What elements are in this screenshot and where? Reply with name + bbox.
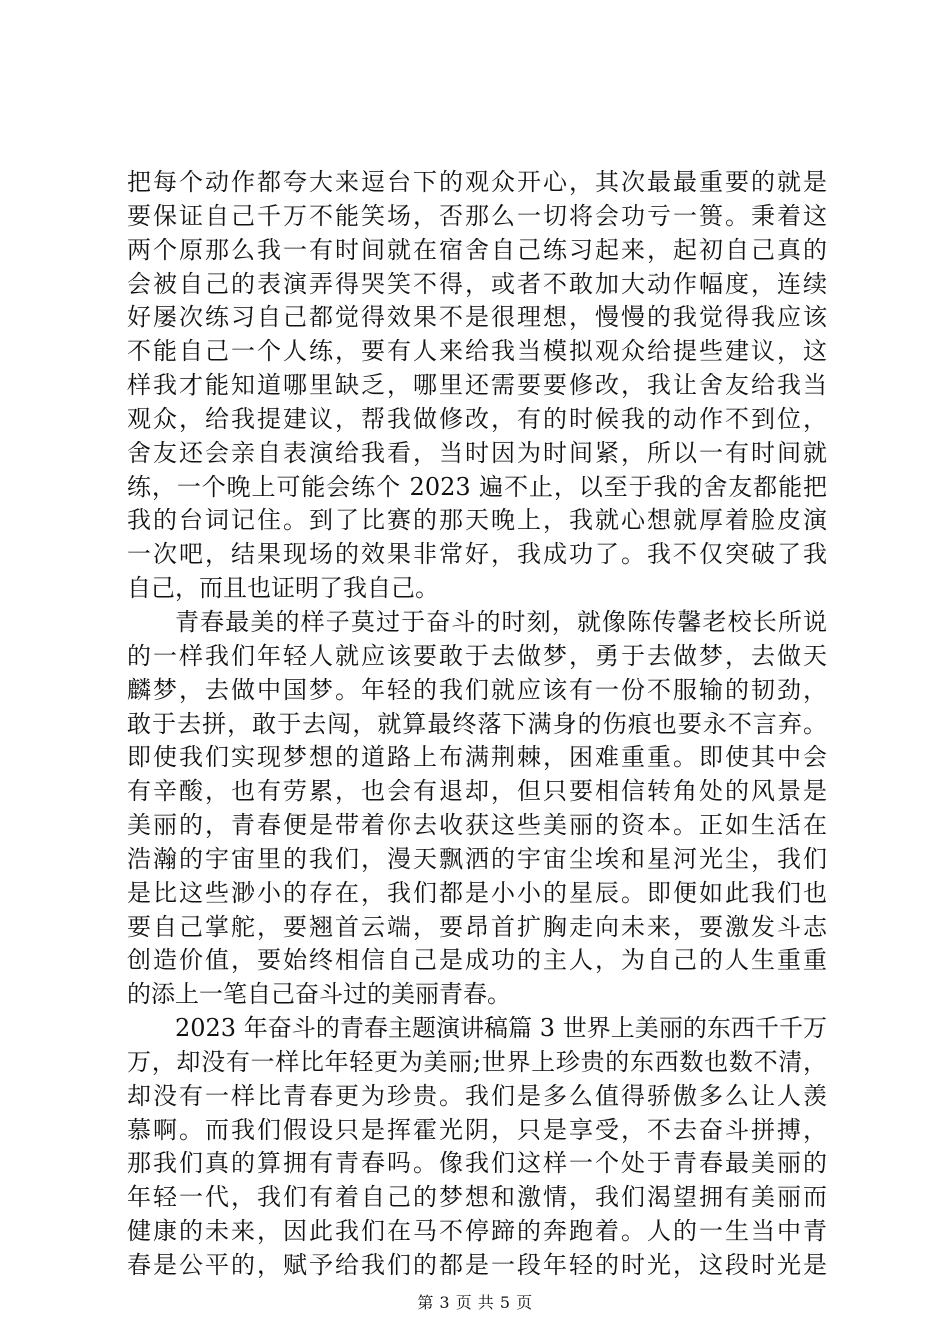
text-line: 2023 年奋斗的青春主题演讲稿篇 3 世界上美丽的东西千千万	[175, 1014, 827, 1043]
text-line: 我的台词记住。到了比赛的那天晚上，我就心想就厚着脸皮演	[127, 506, 827, 535]
text-line: 青春最美的样子莫过于奋斗的时刻，就像陈传馨老校长所说	[175, 607, 827, 636]
text-line: 慕啊。而我们假设只是挥霍光阴，只是享受，不去奋斗拼搏，	[127, 1115, 827, 1144]
text-line: 不能自己一个人练，要有人来给我当模拟观众给提些建议，这	[127, 337, 827, 366]
text-line: 敢于去拼，敢于去闯，就算最终落下满身的伤痕也要永不言弃。	[127, 709, 827, 738]
text-line: 美丽的，青春便是带着你去收获这些美丽的资本。正如生活在	[127, 811, 827, 840]
text-line: 会被自己的表演弄得哭笑不得，或者不敢加大动作幅度，连续	[127, 269, 827, 298]
text-line: 要自己掌舵，要翘首云端，要昂首扩胸走向未来，要激发斗志	[127, 912, 827, 941]
text-line: 有辛酸，也有劳累，也会有退却，但只要相信转角处的风景是	[127, 777, 827, 806]
text-line: 练，一个晚上可能会练个 2023 遍不止，以至于我的舍友都能把	[127, 472, 827, 501]
text-line: 观众，给我提建议，帮我做修改，有的时候我的动作不到位，	[127, 404, 827, 433]
text-line: 要保证自己千万不能笑场，否那么一切将会功亏一篑。秉着这	[127, 201, 827, 230]
text-line: 浩瀚的宇宙里的我们，漫天飘洒的宇宙尘埃和星河光尘，我们	[127, 844, 827, 873]
text-line: 年轻一代，我们有着自己的梦想和激情，我们渴望拥有美丽而	[127, 1183, 827, 1212]
text-line: 麟梦，去做中国梦。年轻的我们就应该有一份不服输的韧劲，	[127, 675, 827, 704]
text-line: 创造价值，要始终相信自己是成功的主人，为自己的人生重重	[127, 946, 827, 975]
text-line: 即使我们实现梦想的道路上布满荆棘，困难重重。即使其中会	[127, 743, 827, 772]
text-line: 的添上一笔自己奋斗过的美丽青春。	[127, 980, 511, 1009]
body-text	[127, 166, 827, 1283]
text-line: 那我们真的算拥有青春吗。像我们这样一个处于青春最美丽的	[127, 1149, 827, 1178]
text-line: 自己，而且也证明了我自己。	[127, 574, 439, 603]
text-line: 是比这些渺小的存在，我们都是小小的星辰。即便如此我们也	[127, 878, 827, 907]
text-line: 春是公平的，赋予给我们的都是一段年轻的时光，这段时光是	[127, 1251, 827, 1279]
text-line: 两个原那么我一有时间就在宿舍自己练习起来，起初自己真的	[127, 235, 827, 264]
page-footer: 第 3 页 共 5 页	[417, 1293, 533, 1312]
text-line: 样我才能知道哪里缺乏，哪里还需要要修改，我让舍友给我当	[127, 371, 827, 400]
text-line: 把每个动作都夸大来逗台下的观众开心，其次最最重要的就是	[127, 168, 827, 196]
text-line: 一次吧，结果现场的效果非常好，我成功了。我不仅突破了我	[127, 540, 827, 569]
text-line: 好屡次练习自己都觉得效果不是很理想，慢慢的我觉得我应该	[127, 303, 827, 332]
text-line: 却没有一样比青春更为珍贵。我们是多么值得骄傲多么让人羡	[127, 1081, 827, 1110]
text-line: 万，却没有一样比年轻更为美丽;世界上珍贵的东西数也数不清，	[127, 1047, 827, 1076]
text-line: 的一样我们年轻人就应该要敢于去做梦，勇于去做梦，去做天	[127, 641, 827, 670]
text-line: 健康的未来，因此我们在马不停蹄的奔跑着。人的一生当中青	[127, 1217, 827, 1246]
text-line: 舍友还会亲自表演给我看，当时因为时间紧，所以一有时间就	[127, 438, 827, 467]
